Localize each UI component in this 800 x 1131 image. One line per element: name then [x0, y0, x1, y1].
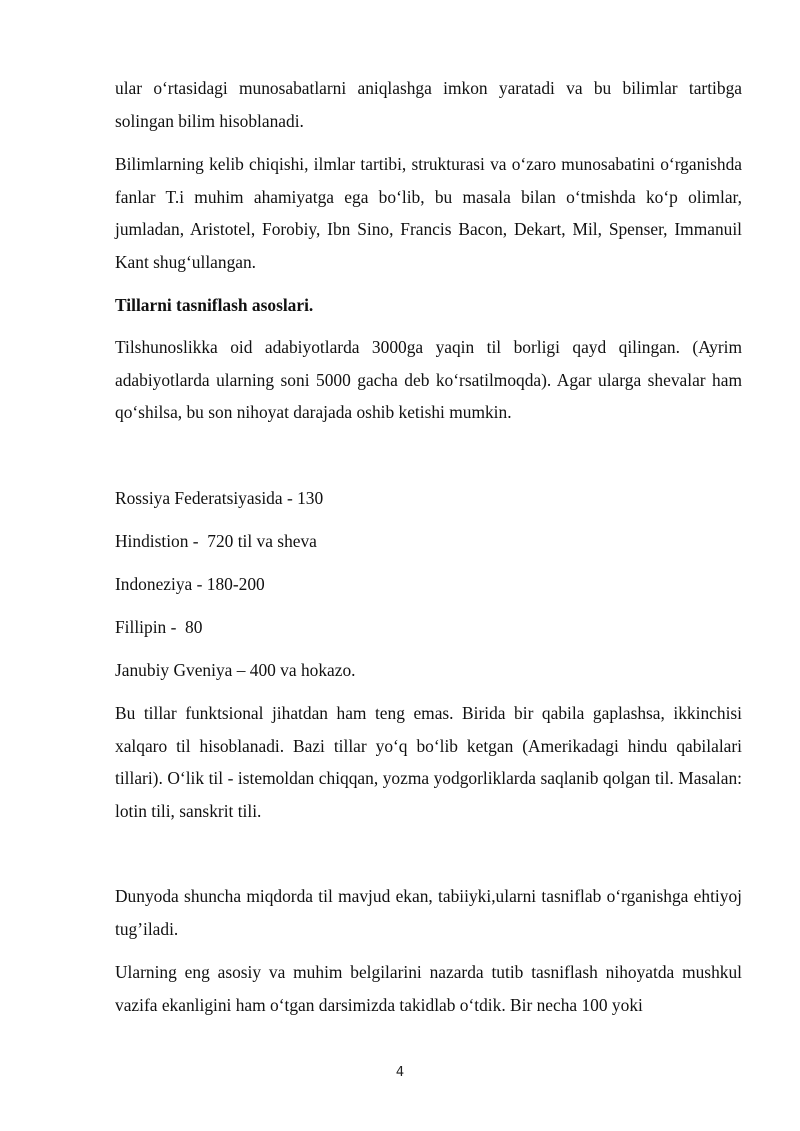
- paragraph-2: Bilimlarning kelib chiqishi, ilmlar tartibi, strukturasi va o‘zaro munosabatini o‘rganishda fanlar T.i muhim ahamiyatga ega bo‘lib, bu masala bilan o‘tmishda ko‘p olimlar, jumladan, Aristotel, Forobiy, Ibn Sino, Francis Bacon, Dekart, Mil, Spenser, Immanuil Kant shug‘ullangan.: [115, 154, 742, 272]
- document-page: [115, 0, 742, 1131]
- paragraph-6: Ularning eng asosiy va muhim belgilarini nazarda tutib tasniflash nihoyatda mushkul vazifa ekanligini ham o‘tgan darsimizda takidlab o‘tdik. Bir necha 100 yoki: [115, 962, 742, 1015]
- list-item: Hindistion - 720 til va sheva: [115, 531, 317, 551]
- list-item: Janubiy Gveniya – 400 va hokazo.: [115, 660, 356, 680]
- paragraph-4: Bu tillar funktsional jihatdan ham teng emas. Birida bir qabila gaplashsa, ikkinchisi xalqaro til hisoblanadi. Bazi tillar yo‘q bo‘lib ketgan (Amerikadagi hindu qabilalari tillari). O‘lik til - istemoldan chiqqan, yozma yodgorliklarda saqlanib qolgan til. Masalan: lotin tili, sanskrit tili.: [115, 703, 742, 821]
- list-item: Indoneziya - 180-200: [115, 574, 265, 594]
- list-item: Fillipin - 80: [115, 617, 203, 637]
- list-item: Rossiya Federatsiyasida - 130: [115, 488, 324, 508]
- page-number: 4: [395, 1065, 405, 1080]
- section-heading: Tillarni tasniflash asoslari.: [115, 295, 314, 315]
- paragraph-5: Dunyoda shuncha miqdorda til mavjud ekan, tabiiyki,ularni tasniflab o‘rganishga ehtiyoj tug’iladi.: [115, 886, 742, 939]
- paragraph-3: Tilshunoslikka oid adabiyotlarda 3000ga yaqin til borligi qayd qilingan. (Ayrim adabiyotlarda ularning soni 5000 gacha deb ko‘rsatilmoqda). Agar ularga shevalar ham qo‘shilsa, bu son nihoyat darajada oshib ketishi mumkin.: [115, 337, 742, 422]
- paragraph-1: ular o‘rtasidagi munosabatlarni aniqlashga imkon yaratadi va bu bilimlar tartibga solingan bilim hisoblanadi.: [115, 78, 742, 131]
